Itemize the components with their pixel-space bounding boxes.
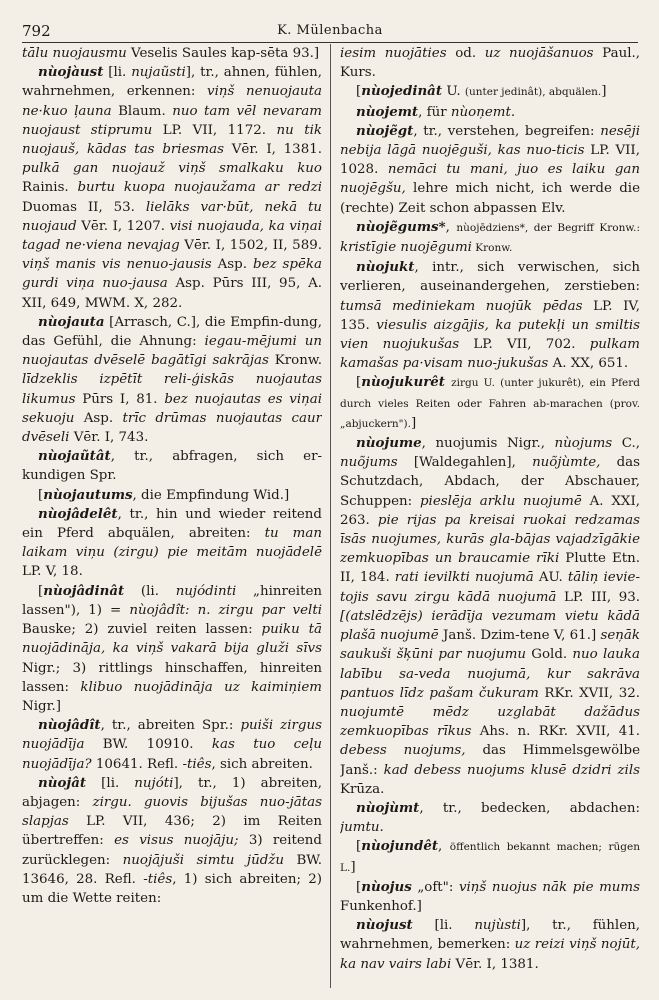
entry-text: , tr., verstehen, begreifen:: [413, 123, 601, 139]
example-text: [(atslēdzējs) ierādīja vezumam vietu kādā plašā nuojumē: [340, 608, 640, 644]
example-text: nujódinti: [175, 583, 237, 599]
dictionary-entry: [22, 313, 322, 447]
example-text: viesulis aizgājis, ka putekļi un smiltis vien nuojukušas: [340, 317, 640, 353]
entry-text: Kronw.: [268, 353, 322, 369]
dictionary-entry: [340, 218, 640, 258]
example-text: pieslēja arklu nuojumē: [419, 493, 582, 509]
example-text: pie rijas pa kreisai ruokai redzamas īsās nuojumes, kurās gla-bājas vajadzīgākie zemkuopības un braucamie rīki: [340, 512, 640, 567]
entry-text: U.: [442, 84, 465, 100]
entry-text: das Schutzdach, Abdach, der Abschauer, Schuppen:: [340, 455, 640, 509]
entry-text: , tr., bedecken, abdachen:: [419, 800, 640, 816]
example-text: zirgu. guovis bijušas nuo-jātas slapjas: [22, 794, 322, 830]
entry-text: Vēr. I, 1207.: [76, 218, 170, 234]
dictionary-entry: [22, 63, 322, 313]
example-text: debess nuojums,: [340, 743, 466, 759]
dictionary-entry: [22, 447, 322, 485]
entry-text: [li.: [103, 65, 132, 81]
page-header: [22, 22, 638, 43]
dictionary-entry: [340, 878, 640, 916]
dictionary-entry: [340, 799, 640, 837]
example-text: nùoņemt.: [450, 104, 516, 120]
entry-text: [li.: [86, 775, 135, 791]
dictionary-entry: [340, 44, 640, 82]
example-text: nujùsti: [474, 918, 521, 934]
entry-text: LP. V, 18.: [22, 564, 83, 580]
entry-text: [: [38, 583, 44, 599]
example-text: tumsā mediniekam nuojūk pēdas: [340, 298, 583, 314]
example-text: -tiês: [182, 756, 212, 772]
entry-text: [: [356, 879, 362, 895]
headword: nùojukurêt: [361, 374, 445, 391]
example-text: tāliņ ievie-tojis savu zirgu kādā nuojumā: [340, 570, 640, 605]
entry-text: LP. III, 93.: [556, 589, 640, 605]
example-text: puiku tā nuojādināja, ka viņš vakarā bija gluži sīvs: [22, 622, 322, 657]
entry-text: Pūrs I, 81.: [75, 391, 165, 407]
example-text: nuojājuši simtu jūdžu: [122, 852, 284, 868]
example-text: es visus nuojāju;: [114, 833, 239, 849]
headword: nùojemt: [356, 103, 419, 120]
example-text: burtu kuopa nuojaužama ar redzi: [77, 180, 322, 196]
example-text: nuo tam vēl nevaram nuojaust stiprumu: [22, 103, 322, 138]
entry-text: , tr., abfragen, sich er-kundigen Spr.: [22, 449, 322, 484]
entry-text: RKr. XVII, 32.: [538, 685, 640, 701]
headword: nùojus: [361, 878, 412, 895]
example-text: uz nuojāšanuos: [484, 46, 594, 61]
example-text: bez nuojautas es viņai sekuoju: [22, 391, 322, 426]
dictionary-entry: [22, 716, 322, 774]
entry-text: LP. VII, 436; 2) im Reiten übertreffen:: [22, 814, 322, 849]
dictionary-entry: [340, 916, 640, 974]
entry-text: [Arrasch, C.], die Empfin-dung, das Gefühl, die Ahnung:: [22, 314, 322, 350]
entry-text: [: [356, 839, 362, 855]
example-text: tālu nuojausmu: [22, 46, 127, 61]
dictionary-entry: [340, 373, 640, 434]
entry-text: Paul., Kurs.: [340, 46, 640, 81]
headword: nùojâdelêt: [38, 505, 118, 522]
example-text: nujóti: [134, 775, 174, 791]
entry-text: Nigr.; 3) rittlings hinschaffen, hinreiten lassen:: [22, 660, 322, 695]
entry-text: ]: [410, 415, 417, 431]
entry-text: 10641. Refl.: [91, 756, 183, 772]
example-text: kas tuo ceļu nuojādīja?: [22, 737, 322, 772]
entry-text: Rainis.: [22, 180, 78, 196]
entry-text: BW. 10910.: [84, 737, 212, 753]
entry-text: Gold.: [526, 647, 573, 663]
example-text: nujaũsti: [131, 65, 186, 81]
entry-text: Bauske; 2) zuviel reiten lassen:: [22, 622, 262, 638]
entry-text: A. XX, 651.: [548, 356, 629, 372]
example-text: jumtu.: [340, 820, 384, 836]
entry-text: Nigr.]: [22, 698, 61, 714]
example-text: pulkam kamašas pa·visam nuo-jukušas: [340, 337, 640, 372]
example-text: viņš nenuojauta ne·kuo ļauna: [22, 84, 322, 119]
entry-text: ], tr., ahnen, fühlen, wahrnehmen, erkennen:: [22, 65, 322, 100]
headword: nùojàust: [38, 64, 104, 81]
entry-text: ]: [350, 859, 356, 875]
entry-text: Duomas II, 53.: [22, 199, 146, 215]
example-text: kad debess nuojums klusē dzidri zils: [383, 762, 640, 778]
headword: nùojâdinât: [43, 582, 125, 599]
entry-text: 3) reitend zurücklegen:: [22, 833, 322, 868]
dictionary-entry: [340, 103, 640, 122]
entry-text: „oft":: [411, 879, 459, 895]
example-text: nuojumtē mēdz uzglabāt dažādus zemkuopības rīkus: [340, 704, 640, 740]
headword: nùojauta: [38, 313, 105, 330]
entry-text: A. XXI, 263.: [340, 493, 640, 528]
example-text: tu man laikam viņu (zirgu) pie meitām nuojādelē: [22, 526, 322, 561]
entry-text: Plutte Etn. II, 184.: [340, 551, 640, 586]
example-text: nuo lauka labību sa-veda nuojumā, kur sakrāva pantuos līdz pašam čukuram: [340, 647, 640, 701]
dictionary-entry: [340, 122, 640, 218]
entry-text: LP. IV, 135.: [340, 298, 640, 333]
column-divider: [330, 44, 331, 988]
example-text: nùojâdît: n. zirgu par velti: [129, 602, 322, 618]
entry-text: Asp. Pūrs III, 95, A. XII, 649, MWM. X, 282.: [22, 276, 322, 311]
headword: nùojẽgt: [356, 122, 414, 139]
entry-text: [: [356, 84, 362, 100]
headword: nùojedinât: [361, 83, 443, 100]
entry-text: , tr., abreiten Spr.:: [100, 718, 241, 734]
headword: nùojukt: [356, 259, 415, 276]
entry-text: LP. VII, 702.: [459, 337, 590, 353]
dictionary-entry: [340, 258, 640, 373]
left-column: [22, 44, 322, 988]
dictionary-entry: [22, 582, 322, 716]
entry-text: , intr., sich verwischen, sich verlieren, auseinandergehen, zerstieben:: [340, 260, 640, 295]
example-text: iegau-mējumi un nuojautas dvēselē bagātīgi sakrājas: [22, 334, 322, 369]
entry-text: Asp.: [74, 410, 123, 426]
headword: nùojundêt: [361, 838, 439, 855]
entry-text: Vēr. I, 1502, II, 589.: [179, 238, 322, 254]
entry-text: , nuojumis Nigr.,: [421, 436, 555, 452]
entry-text: , 1) sich abreiten; 2) um die Wette reiten:: [22, 871, 322, 906]
headword: nùojâdît: [38, 717, 101, 734]
entry-text: [: [38, 487, 44, 503]
entry-text: AU.: [533, 570, 568, 586]
entry-text: [li.: [412, 918, 475, 934]
small-text: nùojēdziens*, der Begriff Kronw.:: [456, 221, 640, 234]
example-text: līdzeklis izpētīt reli-ģiskās nuojautas likumus: [22, 372, 322, 407]
entry-text: BW. 13646, 28. Refl.: [22, 852, 322, 887]
dictionary-entry: [340, 82, 640, 102]
headword: nùojaũtât: [38, 448, 111, 465]
headword: nùojât: [38, 774, 87, 791]
page-number: 792: [22, 22, 51, 40]
dictionary-entry: [22, 44, 322, 63]
entry-text: Ahs. n. RKr. XVII, 41.: [471, 724, 640, 740]
example-text: pulkā gan nuojauž viņš smalkaku kuo: [22, 161, 322, 177]
example-text: klibuo nuojādināja uz kaimiņiem: [80, 679, 322, 695]
headword: nùojùmt: [356, 799, 420, 816]
entry-text: LP. VII, 1172.: [152, 122, 277, 138]
entry-text: [Waldegahlen],: [397, 455, 533, 471]
dictionary-entry: [22, 774, 322, 908]
entry-text: , die Empfindung Wid.]: [132, 487, 290, 503]
entry-text: od.: [446, 46, 485, 61]
example-text: nuõjùmte,: [532, 455, 601, 471]
entry-text: das Himmelsgewölbe Janš.:: [340, 743, 640, 778]
entry-text: „hinreiten lassen"), 1) =: [22, 583, 322, 618]
example-text: iesim nuojāties: [340, 46, 447, 61]
dictionary-entry: [340, 434, 640, 799]
example-text: trīc drūmas nuojautas caur dvēseli: [22, 410, 322, 446]
small-text: (unter jedinât), abquälen.: [464, 86, 602, 99]
dictionary-entry: [22, 486, 322, 505]
entry-text: Krūza.: [340, 781, 385, 797]
example-text: seņāk saukuši šķūni par nuojumu: [340, 628, 640, 663]
example-text: viņš manis vis nenuo-jausis: [22, 257, 212, 273]
example-text: visi nuojauda, ka viņai tagad ne·viena nevajag: [22, 218, 322, 254]
right-column: [340, 44, 640, 988]
example-text: nu tik nuojauš, kādas tas briesmas: [22, 122, 322, 158]
example-text: puiši zirgus nuojādīja: [22, 718, 322, 753]
dictionary-entry: [340, 837, 640, 877]
small-text: zirgu U. (unter jukurêt), ein Pferd durch vieles Reiten oder Fahren ab-marachen (prov. „abjuckern").: [340, 377, 640, 430]
example-text: nesēji nebija lāgā nuojēguši, kas nuo-ticis: [340, 123, 640, 159]
entry-text: ], tr., 1) abreiten, abjagen:: [22, 775, 322, 810]
running-head: K. Mülenbacha: [277, 23, 383, 38]
example-text: nemāci tu mani, juo es laiku gan nuojēgšu,: [340, 162, 640, 197]
entry-text: ,: [445, 219, 457, 235]
dictionary-entry: [22, 505, 322, 582]
entry-text: Veselis Saules kap-sēta 93.]: [126, 46, 320, 61]
example-text: bez spēka gurdi viņa nuo-jausa: [22, 257, 322, 292]
example-text: rati ievilkti nuojumā: [394, 570, 534, 586]
entry-text: (li.: [124, 583, 176, 599]
entry-text: , für: [418, 104, 451, 120]
example-text: nùojums: [554, 436, 613, 452]
entry-text: Vēr. I, 1381.: [223, 142, 322, 158]
entry-text: ]: [601, 84, 607, 100]
entry-text: [: [356, 375, 362, 391]
headword: nùojẽgums*: [356, 218, 446, 235]
small-text: öffentlich bekannt machen; rūgen L.: [340, 841, 640, 874]
example-text: uz reizi viņš nojūt, ka nav vairs labi: [340, 937, 640, 972]
entry-text: lehre mich nicht, ich werde die (rechte) Zeit schon abpassen Elv.: [340, 181, 640, 216]
example-text: viņš nuojus nāk pie mums: [458, 879, 640, 895]
entry-text: Vēr. I, 743.: [69, 430, 149, 446]
example-text: kristīgie nuojēgumi: [340, 240, 472, 256]
entry-text: , tr., hin und wieder reitend ein Pferd abquälen, abreiten:: [22, 506, 322, 542]
small-text: Kronw.: [471, 242, 513, 255]
entry-text: C.,: [612, 436, 640, 452]
entry-text: Funkenhof.]: [340, 898, 422, 914]
entry-text: Vēr. I, 1381.: [451, 956, 539, 972]
entry-text: Janš. Dzim-tene V, 61.]: [438, 628, 601, 644]
headword: nùojume: [356, 435, 422, 452]
entry-text: ,: [438, 839, 450, 855]
entry-text: Blaum.: [111, 103, 173, 119]
headword: nùojust: [356, 917, 413, 934]
entry-text: Asp.: [211, 257, 253, 273]
example-text: -tiês: [143, 871, 173, 887]
example-text: lielāks var·būt, nekā tu nuojaud: [22, 199, 322, 234]
entry-text: LP. VII, 1028.: [340, 143, 640, 178]
entry-text: , sich abreiten.: [211, 756, 313, 772]
entry-text: ], tr., fühlen, wahrnehmen, bemerken:: [340, 918, 640, 953]
headword: nùojautums: [43, 486, 133, 503]
example-text: nuõjums: [340, 455, 398, 471]
